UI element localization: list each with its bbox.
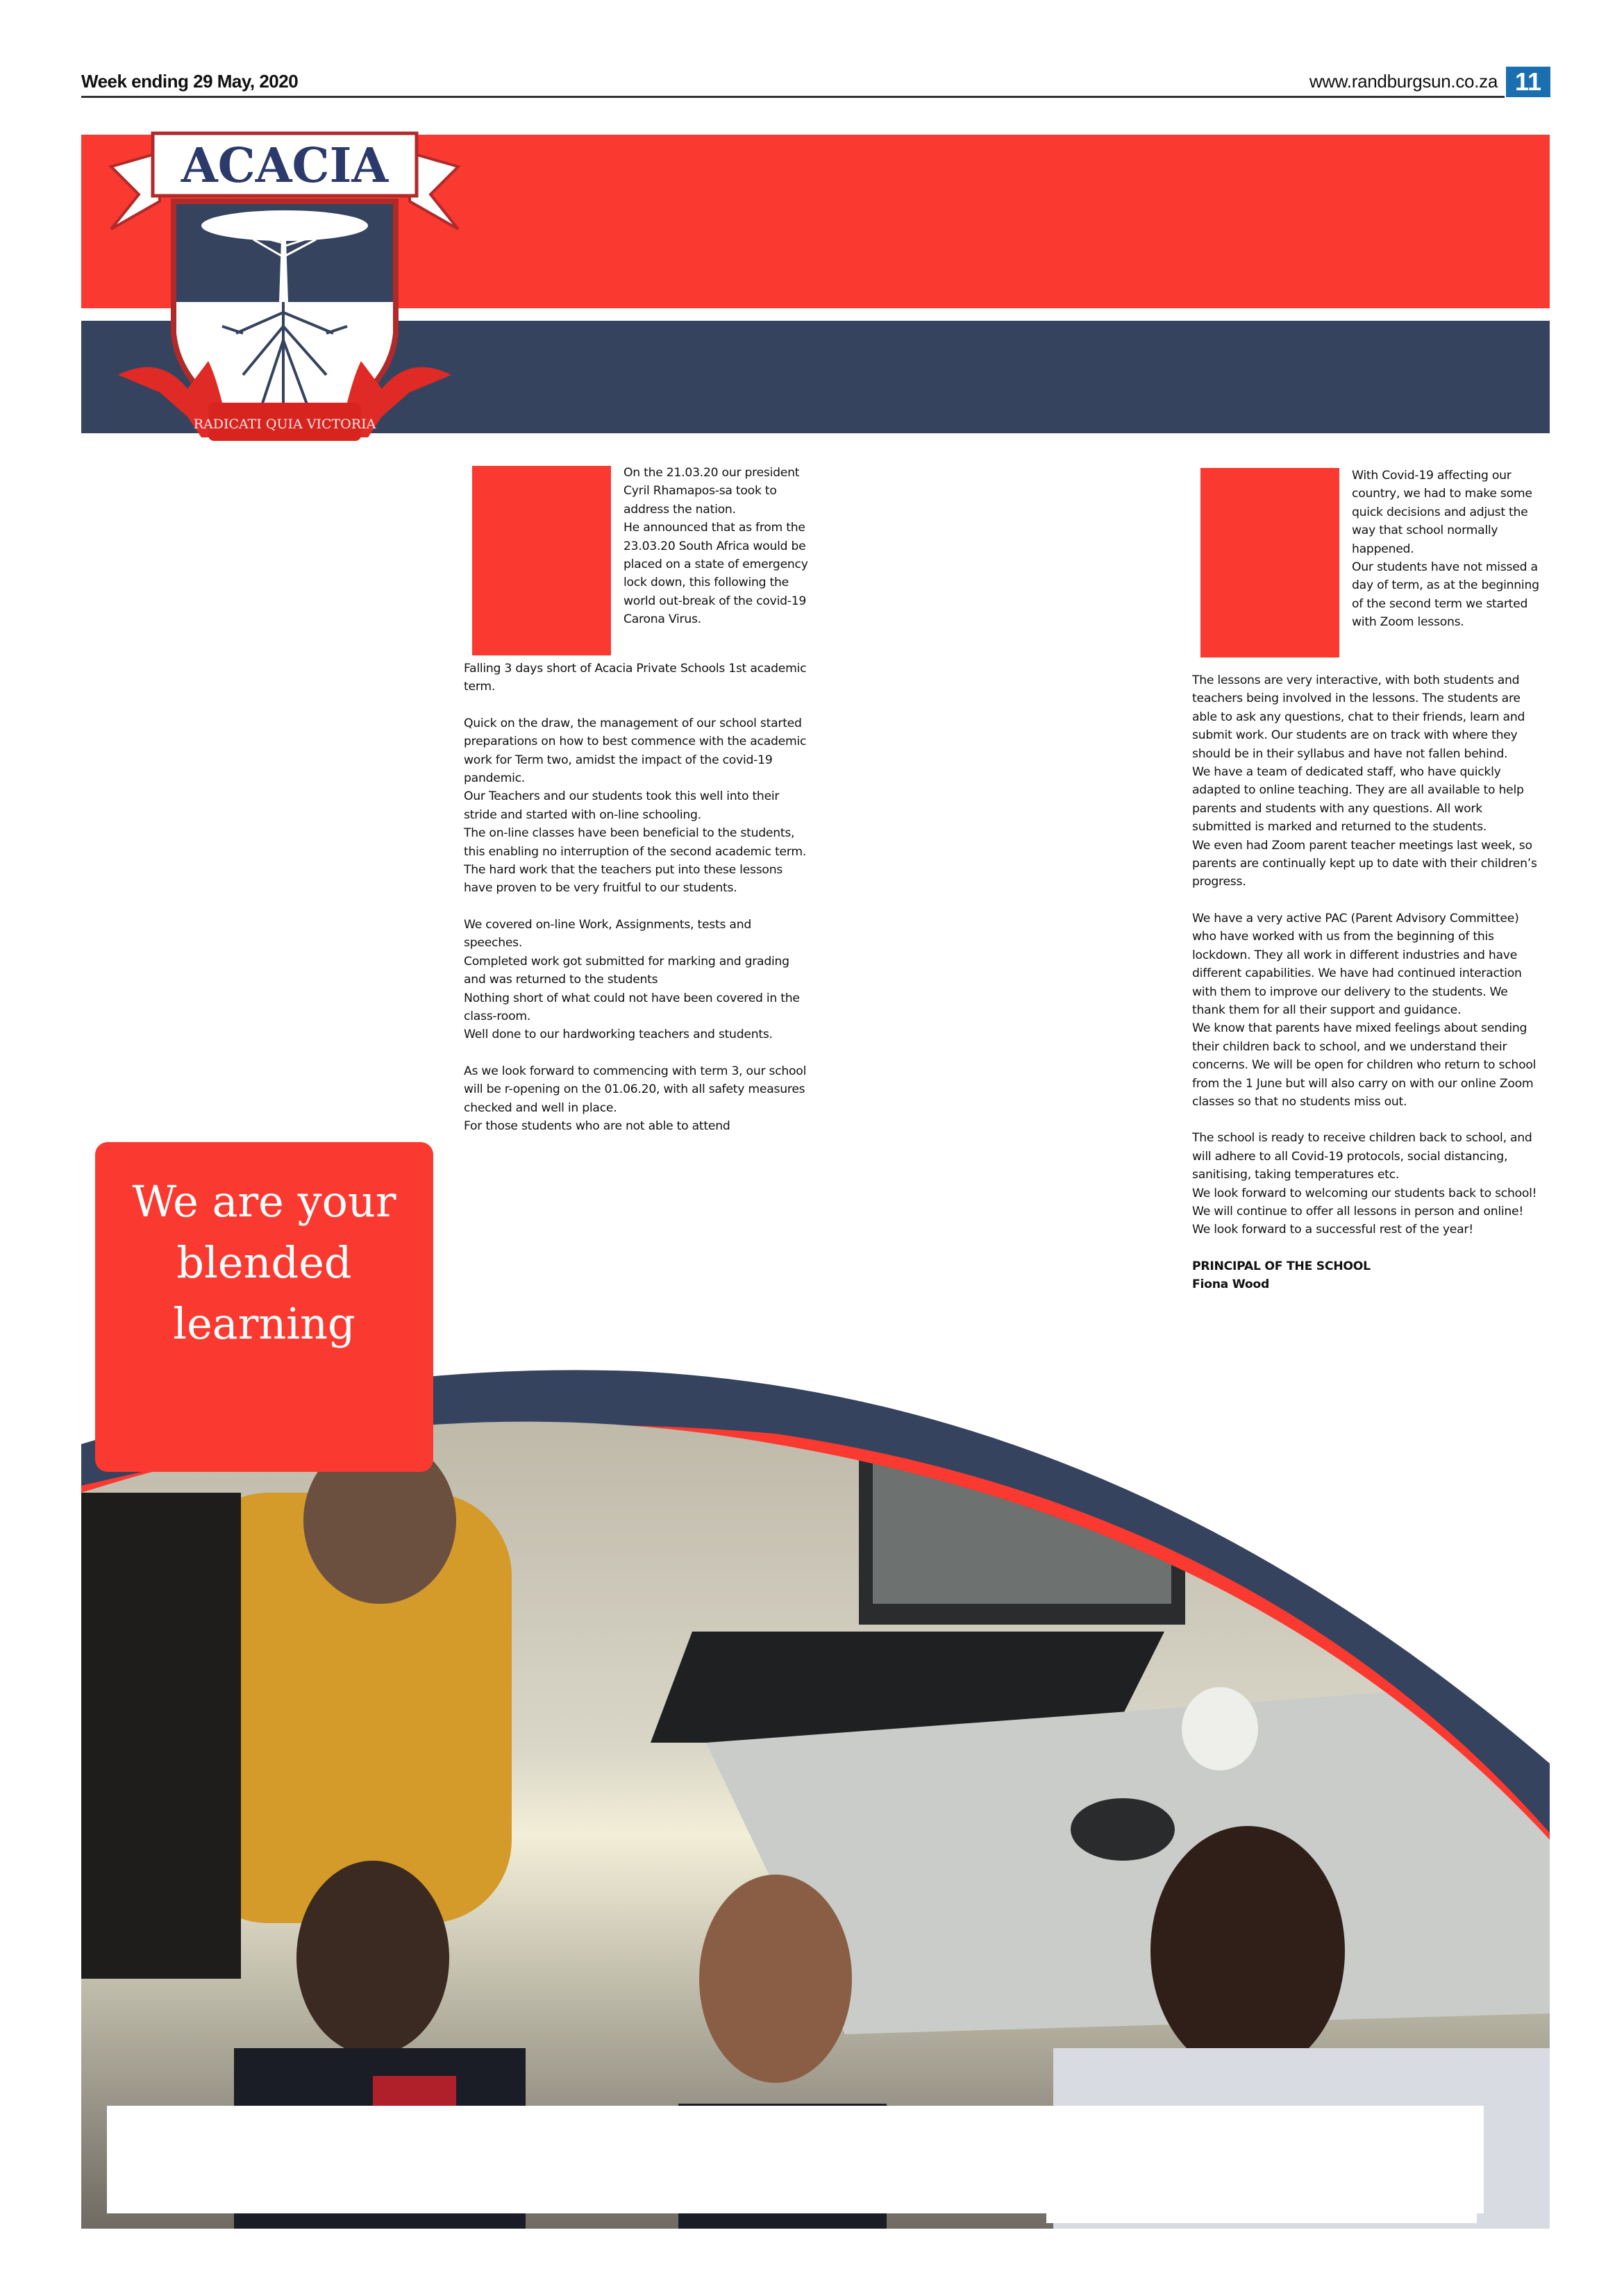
svg-text:RADICATI QUIA VICTORIA: RADICATI QUIA VICTORIA [193, 417, 376, 432]
body-paragraph: Our Teachers and our students took this well into their stride and started with on-line schooling. [464, 789, 780, 822]
body-paragraph: As we look forward to commencing with term 3, our school will be r-opening on the 01.06.20, with all safety measures checked and well in place. [464, 1064, 807, 1115]
body-paragraph: We look forward to welcoming our students back to school! We will continue to offer all lessons in person and online! We look forward to a successful rest of the year! [1192, 1186, 1537, 1237]
body-paragraph: Well done to our hardworking teachers and students. [464, 1028, 773, 1042]
body-paragraph: For those students who are not able to attend [464, 1118, 730, 1133]
signoff-name: Fiona Wood [1192, 1277, 1270, 1292]
body-paragraph: We have a very active PAC (Parent Advisory Committee) who have worked with us from the beginning of this lockdown. They all work in different industries and have different capabilities. We have had continued interaction with them to improve our delivery to the students. We thank them for all their support and guidance. [1192, 911, 1522, 1017]
issue-date: Week ending 29 May, 2020 [81, 71, 299, 92]
article-right-column [1192, 467, 1539, 1294]
body-paragraph: The hard work that the teachers put into these lessons have proven to be very fruitful to our students. [464, 863, 783, 896]
lead-paragraph: With Covid-19 affecting our country, we had to make some quick decisions and adjust the way that school normally happened. [1352, 469, 1532, 556]
body-paragraph: We covered on-line Work, Assignments, tests and speeches. [464, 917, 751, 950]
image-placeholder-left [472, 466, 611, 655]
page-number-badge: 11 [1506, 67, 1550, 97]
article-left-column [464, 464, 811, 1135]
header-rule [81, 96, 1505, 98]
body-paragraph: Quick on the draw, the management of our school started preparations on how to best commence with the academic work for Term two, amidst the impact of the covid-19 pandemic. [464, 716, 807, 786]
body-paragraph: We know that parents have mixed feelings about sending their children back to school, and we understand their concerns. We will be open for children who return to school from the 1 June but will also carry on with our online Zoom classes so that no students miss out. [1192, 1021, 1537, 1109]
photo-collage [81, 1354, 1550, 2229]
tagline-line: blended [176, 1237, 352, 1288]
image-placeholder-right [1200, 468, 1339, 657]
svg-text:ACACIA: ACACIA [181, 138, 389, 194]
tagline-text [95, 1171, 433, 1355]
body-paragraph: The lessons are very interactive, with both students and teachers being involved in the lessons. The students are able to ask any questions, chat to their friends, learn and submit work. Our students are on track with where they should be in their syllabus and have not fallen behind. [1192, 673, 1525, 761]
blank-caption-box [107, 2106, 1484, 2213]
body-paragraph: We even had Zoom parent teacher meetings last week, so parents are continually kept up to date with their children’s progress. [1192, 838, 1537, 889]
page-header [81, 67, 1550, 99]
body-paragraph: We have a team of dedicated staff, who have quickly adapted to online teaching. They are all available to help parents and students with any questions. All work submitted is marked and returned to the students. [1192, 765, 1524, 835]
lead-paragraph: On the 21.03.20 our president Cyril Rhamapos-sa took to address the nation. [623, 466, 800, 517]
body-paragraph: The on-line classes have been beneficial to the students, this enabling no interruption of the second academic term. [464, 826, 807, 859]
acacia-tree-crest-icon [104, 125, 465, 451]
body-paragraph: Completed work got submitted for marking and grading and was returned to the students [464, 954, 789, 987]
signoff-title: PRINCIPAL OF THE SCHOOL [1192, 1259, 1371, 1273]
body-paragraph: The school is ready to receive children back to school, and will adhere to all Covid-19 protocols, social distancing, sanitising, taking temperatures etc. [1192, 1131, 1532, 1182]
tagline-box [95, 1142, 433, 1472]
body-paragraph: Nothing short of what could not have been covered in the class-room. [464, 991, 800, 1023]
lead-paragraph: Our students have not missed a day of term, as at the beginning of the second term we started with Zoom lessons. [1352, 560, 1539, 630]
tagline-line: We are your [132, 1176, 396, 1227]
body-paragraph: Falling 3 days short of Acacia Private Schools 1st academic term. [464, 662, 807, 694]
blank-caption-box-tab [1046, 2208, 1477, 2223]
students-photo-icon [81, 1354, 1550, 2229]
lead-paragraph: He announced that as from the 23.03.20 South Africa would be placed on a state of emergency lock down, this following the world out-break of the covid-19 Carona Virus. [623, 521, 808, 627]
website-link[interactable]: www.randburgsun.co.za [1309, 71, 1498, 92]
tagline-line: learning [173, 1298, 355, 1349]
acacia-crest-logo [104, 125, 465, 451]
